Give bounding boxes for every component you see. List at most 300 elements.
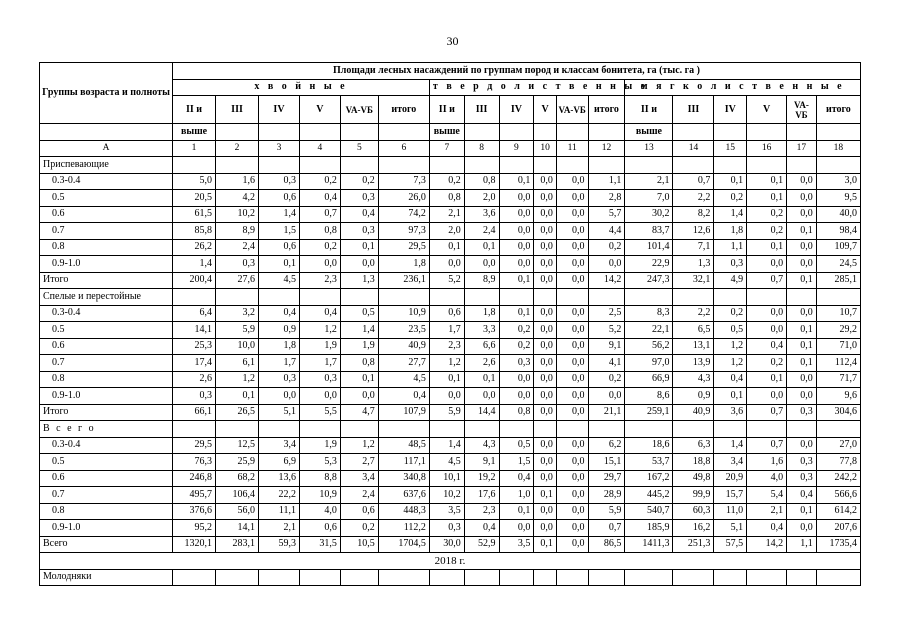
- data-cell: 5,5: [299, 404, 340, 421]
- row-label: 0.6: [40, 338, 173, 355]
- data-cell: 0,3: [299, 371, 340, 388]
- data-cell: 6,9: [259, 454, 300, 471]
- empty-cell: [429, 421, 464, 438]
- data-cell: 2,6: [173, 371, 216, 388]
- data-cell: 40,9: [378, 338, 429, 355]
- data-cell: 0,1: [259, 256, 300, 273]
- empty-cell: [816, 421, 860, 438]
- row-label: 0.8: [40, 503, 173, 520]
- data-cell: 0,4: [747, 338, 787, 355]
- data-cell: 8,6: [625, 388, 673, 405]
- data-cell: 259,1: [625, 404, 673, 421]
- subcol-header: II и: [625, 96, 673, 124]
- empty-cell: [40, 124, 173, 141]
- column-number: 2: [216, 140, 259, 157]
- data-cell: 2,2: [673, 190, 714, 207]
- data-cell: 1,7: [259, 355, 300, 372]
- data-cell: 9,5: [816, 190, 860, 207]
- data-cell: 376,6: [173, 503, 216, 520]
- data-cell: 0,2: [340, 520, 378, 537]
- data-cell: 1,9: [299, 437, 340, 454]
- data-cell: 0,0: [259, 388, 300, 405]
- section-label: В с е г о: [40, 421, 173, 438]
- empty-cell: [588, 124, 625, 141]
- section-label: Спелые и перестойные: [40, 289, 173, 306]
- data-cell: 0,0: [534, 355, 557, 372]
- data-cell: 0,1: [499, 503, 534, 520]
- subcol-header-cont: выше: [625, 124, 673, 141]
- data-cell: 0,0: [556, 272, 588, 289]
- data-cell: 0,8: [464, 173, 499, 190]
- data-cell: 0,1: [464, 239, 499, 256]
- column-number: 11: [556, 140, 588, 157]
- column-number: 9: [499, 140, 534, 157]
- data-cell: 0,9: [259, 322, 300, 339]
- column-number: 3: [259, 140, 300, 157]
- empty-cell: [340, 569, 378, 586]
- data-cell: 0,0: [556, 206, 588, 223]
- empty-cell: [673, 289, 714, 306]
- data-cell: 0,0: [534, 437, 557, 454]
- subcol-header: II и: [173, 96, 216, 124]
- data-cell: 0,0: [429, 256, 464, 273]
- row-label: 0.7: [40, 487, 173, 504]
- empty-cell: [299, 124, 340, 141]
- data-cell: 0,7: [299, 206, 340, 223]
- data-cell: 7,0: [625, 190, 673, 207]
- data-cell: 0,0: [787, 520, 817, 537]
- subcol-header: VA-VБ: [556, 96, 588, 124]
- data-cell: 6,3: [673, 437, 714, 454]
- subcol-header: итого: [378, 96, 429, 124]
- data-cell: 0,0: [499, 388, 534, 405]
- data-cell: 1,2: [299, 322, 340, 339]
- data-cell: 0,0: [534, 371, 557, 388]
- data-cell: 0,0: [534, 272, 557, 289]
- data-cell: 200,4: [173, 272, 216, 289]
- subcol-header-cont: выше: [429, 124, 464, 141]
- empty-cell: [556, 124, 588, 141]
- data-cell: 1,1: [714, 239, 747, 256]
- data-cell: 1,4: [259, 206, 300, 223]
- table-row: [40, 388, 861, 405]
- data-cell: 1,8: [259, 338, 300, 355]
- data-cell: 66,1: [173, 404, 216, 421]
- empty-cell: [588, 569, 625, 586]
- data-cell: 0,3: [787, 454, 817, 471]
- table-row: [40, 371, 861, 388]
- empty-cell: [499, 124, 534, 141]
- data-cell: 0,4: [499, 470, 534, 487]
- data-cell: 285,1: [816, 272, 860, 289]
- table-row: [40, 470, 861, 487]
- data-cell: 0,0: [499, 223, 534, 240]
- data-cell: 2,2: [673, 305, 714, 322]
- data-cell: 0,0: [556, 355, 588, 372]
- data-cell: 2,5: [588, 305, 625, 322]
- data-cell: 0,3: [340, 190, 378, 207]
- empty-cell: [556, 569, 588, 586]
- empty-cell: [534, 289, 557, 306]
- data-cell: 4,0: [747, 470, 787, 487]
- empty-cell: [499, 157, 534, 174]
- row-label: 0.6: [40, 470, 173, 487]
- data-cell: 0,0: [787, 437, 817, 454]
- data-cell: 5,7: [588, 206, 625, 223]
- data-cell: 0,1: [534, 536, 557, 553]
- data-cell: 0,7: [673, 173, 714, 190]
- data-cell: 0,0: [556, 256, 588, 273]
- forest-area-table: [39, 62, 861, 586]
- data-cell: 0,1: [714, 388, 747, 405]
- data-cell: 4,5: [429, 454, 464, 471]
- empty-cell: [340, 289, 378, 306]
- data-cell: 25,3: [173, 338, 216, 355]
- empty-cell: [673, 157, 714, 174]
- data-cell: 0,2: [499, 322, 534, 339]
- empty-cell: [464, 569, 499, 586]
- data-cell: 0,0: [534, 503, 557, 520]
- data-cell: 0,9: [673, 388, 714, 405]
- data-cell: 0,2: [299, 239, 340, 256]
- data-cell: 29,2: [816, 322, 860, 339]
- group-header-coniferous: х в о й н ы е: [173, 79, 430, 96]
- empty-cell: [340, 124, 378, 141]
- data-cell: 18,6: [625, 437, 673, 454]
- data-cell: 0,0: [787, 256, 817, 273]
- data-cell: 109,7: [816, 239, 860, 256]
- empty-cell: [216, 289, 259, 306]
- empty-cell: [299, 569, 340, 586]
- data-cell: 0,0: [464, 388, 499, 405]
- subcol-header: V: [747, 96, 787, 124]
- data-cell: 59,3: [259, 536, 300, 553]
- data-cell: 0,0: [556, 322, 588, 339]
- data-cell: 0,2: [499, 338, 534, 355]
- column-number: 5: [340, 140, 378, 157]
- data-cell: 0,1: [787, 503, 817, 520]
- empty-cell: [464, 124, 499, 141]
- empty-cell: [378, 124, 429, 141]
- data-cell: 0,0: [556, 305, 588, 322]
- group-header-softwood: м я г к о л и с т в е н н ы е: [625, 79, 861, 96]
- data-cell: 49,8: [673, 470, 714, 487]
- data-cell: 251,3: [673, 536, 714, 553]
- data-cell: 97,0: [625, 355, 673, 372]
- data-cell: 0,1: [787, 322, 817, 339]
- row-label: Итого: [40, 404, 173, 421]
- row-label: 0.8: [40, 239, 173, 256]
- data-cell: 12,6: [673, 223, 714, 240]
- data-cell: 10,9: [378, 305, 429, 322]
- table-row: [40, 223, 861, 240]
- empty-cell: [625, 569, 673, 586]
- data-cell: 0,0: [787, 190, 817, 207]
- data-cell: 0,0: [534, 239, 557, 256]
- row-label: 0.5: [40, 190, 173, 207]
- row-label: 0.8: [40, 371, 173, 388]
- data-cell: 10,9: [299, 487, 340, 504]
- data-cell: 0,1: [787, 272, 817, 289]
- data-cell: 304,6: [816, 404, 860, 421]
- data-cell: 0,0: [499, 190, 534, 207]
- empty-cell: [673, 569, 714, 586]
- data-cell: 10,2: [216, 206, 259, 223]
- data-cell: 0,3: [259, 371, 300, 388]
- data-cell: 77,8: [816, 454, 860, 471]
- empty-cell: [259, 569, 300, 586]
- data-cell: 0,0: [534, 520, 557, 537]
- data-cell: 0,0: [534, 470, 557, 487]
- data-cell: 1,6: [747, 454, 787, 471]
- empty-cell: [259, 421, 300, 438]
- data-cell: 9,6: [816, 388, 860, 405]
- data-cell: 56,2: [625, 338, 673, 355]
- data-cell: 1735,4: [816, 536, 860, 553]
- data-cell: 3,4: [340, 470, 378, 487]
- data-cell: 1,4: [714, 437, 747, 454]
- data-cell: 0,0: [429, 388, 464, 405]
- data-cell: 6,2: [588, 437, 625, 454]
- empty-cell: [173, 157, 216, 174]
- data-cell: 20,9: [714, 470, 747, 487]
- data-cell: 0,2: [747, 206, 787, 223]
- data-cell: 0,7: [747, 272, 787, 289]
- data-cell: 0,4: [340, 206, 378, 223]
- data-cell: 11,1: [259, 503, 300, 520]
- empty-cell: [499, 569, 534, 586]
- table-row: [40, 322, 861, 339]
- data-cell: 13,6: [259, 470, 300, 487]
- data-cell: 2,1: [747, 503, 787, 520]
- empty-cell: [378, 421, 429, 438]
- data-cell: 0,4: [299, 190, 340, 207]
- data-cell: 1,2: [714, 338, 747, 355]
- data-cell: 1,6: [216, 173, 259, 190]
- data-cell: 9,1: [464, 454, 499, 471]
- data-cell: 30,0: [429, 536, 464, 553]
- empty-cell: [216, 421, 259, 438]
- column-number: 6: [378, 140, 429, 157]
- data-cell: 0,0: [556, 190, 588, 207]
- subcol-header: V: [299, 96, 340, 124]
- empty-cell: [340, 157, 378, 174]
- column-number: 10: [534, 140, 557, 157]
- data-cell: 8,8: [299, 470, 340, 487]
- empty-cell: [714, 289, 747, 306]
- data-cell: 1,9: [299, 338, 340, 355]
- data-cell: 0,8: [429, 190, 464, 207]
- data-cell: 1,7: [429, 322, 464, 339]
- data-cell: 14,4: [464, 404, 499, 421]
- data-cell: 0,3: [259, 173, 300, 190]
- empty-cell: [714, 124, 747, 141]
- data-cell: 1411,3: [625, 536, 673, 553]
- data-cell: 8,2: [673, 206, 714, 223]
- empty-cell: [556, 421, 588, 438]
- row-label: Итого: [40, 272, 173, 289]
- data-cell: 8,9: [464, 272, 499, 289]
- data-cell: 0,8: [299, 223, 340, 240]
- data-cell: 8,3: [625, 305, 673, 322]
- data-cell: 4,1: [588, 355, 625, 372]
- row-label: Всего: [40, 536, 173, 553]
- data-cell: 0,0: [340, 388, 378, 405]
- data-cell: 0,1: [429, 239, 464, 256]
- data-cell: 0,1: [216, 388, 259, 405]
- data-cell: 112,4: [816, 355, 860, 372]
- table-row: [40, 338, 861, 355]
- data-cell: 0,0: [787, 388, 817, 405]
- page-number: 30: [446, 34, 459, 48]
- data-cell: 0,0: [556, 437, 588, 454]
- data-cell: 0,0: [747, 305, 787, 322]
- subcol-header: IV: [259, 96, 300, 124]
- data-cell: 10,5: [340, 536, 378, 553]
- data-cell: 0,2: [747, 223, 787, 240]
- data-cell: 0,4: [787, 487, 817, 504]
- data-cell: 637,6: [378, 487, 429, 504]
- column-number: 16: [747, 140, 787, 157]
- empty-cell: [787, 157, 817, 174]
- data-cell: 0,4: [259, 305, 300, 322]
- data-cell: 86,5: [588, 536, 625, 553]
- data-cell: 0,3: [429, 520, 464, 537]
- data-cell: 5,9: [216, 322, 259, 339]
- data-cell: 27,6: [216, 272, 259, 289]
- data-cell: 1,2: [714, 355, 747, 372]
- data-cell: 1,4: [340, 322, 378, 339]
- data-cell: 0,2: [299, 173, 340, 190]
- data-cell: 0,5: [340, 305, 378, 322]
- data-cell: 1,3: [673, 256, 714, 273]
- data-cell: 2,1: [259, 520, 300, 537]
- data-cell: 0,0: [787, 173, 817, 190]
- empty-cell: [556, 157, 588, 174]
- data-cell: 2,7: [340, 454, 378, 471]
- empty-cell: [534, 157, 557, 174]
- empty-cell: [534, 421, 557, 438]
- data-cell: 117,1: [378, 454, 429, 471]
- data-cell: 0,1: [747, 371, 787, 388]
- data-cell: 0,6: [299, 520, 340, 537]
- data-cell: 26,5: [216, 404, 259, 421]
- data-cell: 0,0: [556, 338, 588, 355]
- data-cell: 2,3: [429, 338, 464, 355]
- data-cell: 1,1: [787, 536, 817, 553]
- data-cell: 0,0: [787, 206, 817, 223]
- empty-cell: [429, 289, 464, 306]
- subcol-header: итого: [816, 96, 860, 124]
- data-cell: 23,5: [378, 322, 429, 339]
- table-row: [40, 421, 861, 438]
- data-cell: 2,3: [464, 503, 499, 520]
- data-cell: 60,3: [673, 503, 714, 520]
- data-cell: 0,0: [340, 256, 378, 273]
- empty-cell: [464, 421, 499, 438]
- empty-cell: [534, 569, 557, 586]
- data-cell: 0,0: [747, 322, 787, 339]
- data-cell: 0,0: [747, 388, 787, 405]
- data-cell: 0,4: [747, 520, 787, 537]
- data-cell: 0,0: [534, 256, 557, 273]
- data-cell: 1,4: [714, 206, 747, 223]
- data-cell: 4,4: [588, 223, 625, 240]
- data-cell: 0,6: [340, 503, 378, 520]
- column-number: 12: [588, 140, 625, 157]
- data-cell: 40,9: [673, 404, 714, 421]
- row-label: 0.9-1.0: [40, 256, 173, 273]
- data-cell: 6,4: [173, 305, 216, 322]
- empty-cell: [787, 124, 817, 141]
- data-cell: 566,6: [816, 487, 860, 504]
- data-cell: 0,1: [534, 487, 557, 504]
- data-cell: 1,8: [714, 223, 747, 240]
- empty-cell: [216, 124, 259, 141]
- table-row: [40, 173, 861, 190]
- data-cell: 3,0: [816, 173, 860, 190]
- empty-cell: [173, 421, 216, 438]
- data-cell: 6,5: [673, 322, 714, 339]
- data-cell: 10,2: [429, 487, 464, 504]
- data-cell: 4,3: [464, 437, 499, 454]
- data-cell: 0,1: [787, 223, 817, 240]
- empty-cell: [173, 569, 216, 586]
- column-letter: А: [40, 140, 173, 157]
- data-cell: 1,8: [378, 256, 429, 273]
- empty-cell: [299, 421, 340, 438]
- table-row: [40, 256, 861, 273]
- empty-cell: [299, 289, 340, 306]
- data-cell: 68,2: [216, 470, 259, 487]
- data-cell: 0,3: [714, 256, 747, 273]
- data-cell: 4,0: [299, 503, 340, 520]
- data-cell: 0,0: [556, 223, 588, 240]
- data-cell: 0,8: [340, 355, 378, 372]
- data-cell: 185,9: [625, 520, 673, 537]
- data-cell: 19,2: [464, 470, 499, 487]
- data-cell: 4,2: [216, 190, 259, 207]
- data-cell: 0,0: [556, 487, 588, 504]
- data-cell: 167,2: [625, 470, 673, 487]
- data-cell: 0,0: [534, 190, 557, 207]
- data-cell: 0,0: [556, 371, 588, 388]
- table-row: [40, 305, 861, 322]
- data-cell: 0,6: [259, 239, 300, 256]
- data-cell: 1,7: [299, 355, 340, 372]
- data-cell: 5,9: [588, 503, 625, 520]
- data-cell: 0,1: [787, 355, 817, 372]
- data-cell: 1,8: [464, 305, 499, 322]
- empty-cell: [747, 569, 787, 586]
- data-cell: 0,1: [747, 173, 787, 190]
- data-cell: 2,4: [464, 223, 499, 240]
- data-cell: 0,0: [556, 454, 588, 471]
- row-label: 0.9-1.0: [40, 520, 173, 537]
- data-cell: 2,1: [625, 173, 673, 190]
- data-cell: 3,5: [499, 536, 534, 553]
- data-cell: 0,3: [787, 404, 817, 421]
- data-cell: 27,0: [816, 437, 860, 454]
- row-label-header: Группы возраста и полноты: [40, 63, 173, 124]
- data-cell: 0,0: [556, 388, 588, 405]
- data-cell: 0,0: [787, 305, 817, 322]
- data-cell: 1,2: [340, 437, 378, 454]
- year-label: 2018 г.: [40, 553, 861, 570]
- data-cell: 83,7: [625, 223, 673, 240]
- data-cell: 71,7: [816, 371, 860, 388]
- data-cell: 7,3: [378, 173, 429, 190]
